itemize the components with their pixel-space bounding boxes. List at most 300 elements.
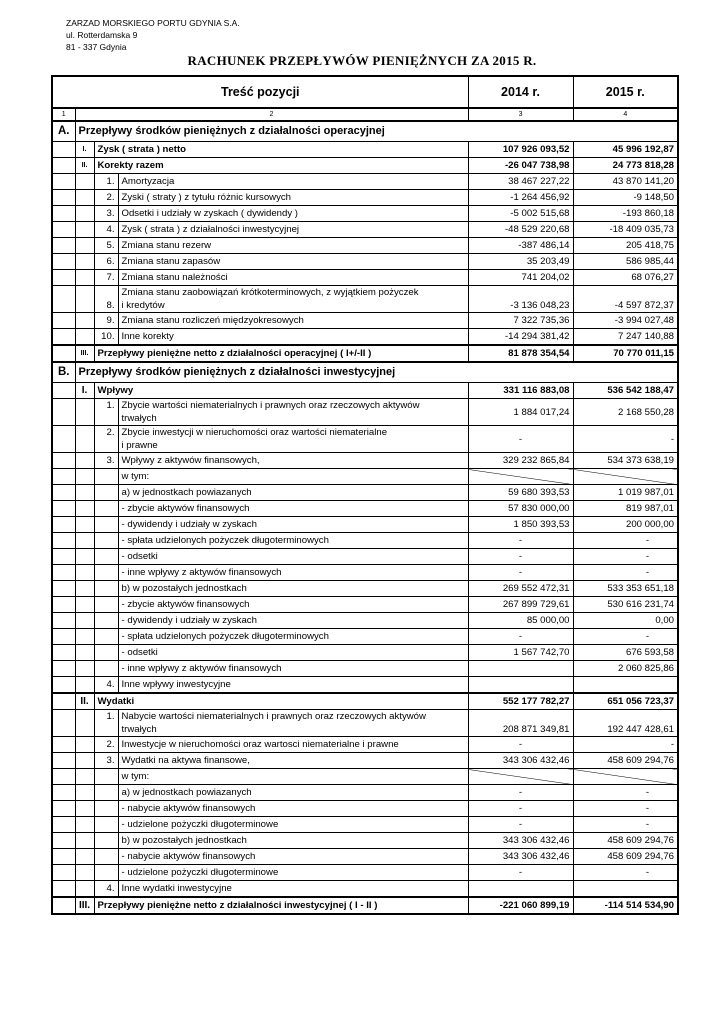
table-row [52, 469, 678, 485]
table-row [52, 817, 678, 833]
value-2014: 267 899 729,61 [468, 597, 573, 613]
indent-cell [52, 469, 75, 485]
indent-cell [52, 549, 75, 565]
row-label: - dywidendy i udziały w zyskach [118, 613, 468, 629]
indent-cell [52, 254, 75, 270]
value-2015: 819 987,01 [573, 501, 678, 517]
indent-cell [75, 174, 94, 190]
table-row [52, 158, 678, 174]
row-label [118, 399, 468, 426]
indent-cell [75, 190, 94, 206]
indent-cell [75, 485, 94, 501]
indent-cell [52, 693, 75, 710]
row-label: Amortyzacja [118, 174, 468, 190]
value-2015: - [573, 549, 678, 565]
header-year-2015: 2015 r. [573, 76, 678, 108]
indent-cell [75, 549, 94, 565]
indent-cell [52, 222, 75, 238]
indent-cell [75, 270, 94, 286]
indent-cell [52, 313, 75, 329]
company-street: ul. Rotterdamska 9 [66, 30, 138, 40]
value-2014: 343 306 432,46 [468, 753, 573, 769]
table-row [52, 629, 678, 645]
indent-cell [52, 710, 75, 737]
indent-cell [52, 581, 75, 597]
value-2015: 458 609 294,76 [573, 833, 678, 849]
value-2014: 57 830 000,00 [468, 501, 573, 517]
indent-cell [75, 833, 94, 849]
value-2014: -3 136 048,23 [468, 286, 573, 313]
row-label: Zmiana stanu należności [118, 270, 468, 286]
row-label: b) w pozostałych jednostkach [118, 581, 468, 597]
roman-numeral: II. [75, 158, 94, 174]
indent-cell [52, 881, 75, 898]
indent-cell [52, 661, 75, 677]
header-row [52, 76, 678, 108]
indent-cell [94, 849, 118, 865]
roman-numeral: I. [75, 142, 94, 158]
indent-cell [52, 737, 75, 753]
value-2014: - [468, 785, 573, 801]
row-label: - udzielone pożyczki długoterminowe [118, 817, 468, 833]
row-label: Zyski ( straty ) z tytułu różnic kursowych [118, 190, 468, 206]
roman-numeral: III. [75, 897, 94, 914]
table-row [52, 501, 678, 517]
indent-cell [52, 833, 75, 849]
table-row [52, 645, 678, 661]
table-row [52, 190, 678, 206]
value-2014: - [468, 565, 573, 581]
row-label-line2: i kredytów [121, 300, 165, 311]
row-label: a) w jednostkach powiazanych [118, 485, 468, 501]
indent-cell [75, 737, 94, 753]
row-label-line2: i prawne [121, 440, 158, 451]
indent-cell [75, 801, 94, 817]
value-2014: - [468, 801, 573, 817]
indent-cell [75, 469, 94, 485]
row-label-line1: Zmiana stanu zaobowiązań krótkoterminowych, z wyjątkiem pożyczek [121, 287, 419, 298]
indent-cell [75, 501, 94, 517]
indent-cell [52, 270, 75, 286]
row-label: Odsetki i udziały w zyskach ( dywidendy ) [118, 206, 468, 222]
value-2015: - [573, 565, 678, 581]
value-2015: -9 148,50 [573, 190, 678, 206]
value-2014: 269 552 472,31 [468, 581, 573, 597]
item-number: 9. [94, 313, 118, 329]
table-row [52, 453, 678, 469]
row-label: Wpływy z aktywów finansowych, [118, 453, 468, 469]
item-number: 4. [94, 677, 118, 694]
indent-cell [52, 613, 75, 629]
item-number: 3. [94, 753, 118, 769]
indent-cell [75, 313, 94, 329]
cash-flow-table [51, 75, 679, 915]
value-2015: - [573, 533, 678, 549]
row-label: Zysk ( strata ) netto [94, 142, 468, 158]
value-2014: -1 264 456,92 [468, 190, 573, 206]
value-2015: - [573, 785, 678, 801]
row-label: - nabycie aktywów finansowych [118, 849, 468, 865]
row-label: w tym: [118, 469, 468, 485]
section-title: Przepływy środków pieniężnych z działalności operacyjnej [75, 121, 678, 142]
indent-cell [75, 849, 94, 865]
section-b-header [52, 362, 678, 383]
roman-numeral: I. [75, 383, 94, 399]
value-2014: -221 060 899,19 [468, 897, 573, 914]
table-row [52, 613, 678, 629]
row-label: Wydatki [94, 693, 468, 710]
indent-cell [52, 753, 75, 769]
value-2015: 586 985,44 [573, 254, 678, 270]
value-2015: 530 616 231,74 [573, 597, 678, 613]
table-row [52, 383, 678, 399]
row-label: b) w pozostałych jednostkach [118, 833, 468, 849]
row-label: Zmiana stanu rozliczeń międzyokresowych [118, 313, 468, 329]
table-row [52, 485, 678, 501]
table-row [52, 833, 678, 849]
table-row [52, 533, 678, 549]
value-2014: - [468, 817, 573, 833]
indent-cell [52, 238, 75, 254]
indent-cell [75, 206, 94, 222]
company-city: 81 - 337 Gdynia [66, 42, 127, 52]
indent-cell [75, 329, 94, 346]
value-2014: 1 850 393,53 [468, 517, 573, 533]
value-2015: 205 418,75 [573, 238, 678, 254]
row-label-line2: trwałych [121, 724, 157, 735]
indent-cell [75, 769, 94, 785]
value-2015: - [573, 865, 678, 881]
indent-cell [52, 629, 75, 645]
value-2014: 343 306 432,46 [468, 849, 573, 865]
indent-cell [52, 677, 75, 694]
item-number: 4. [94, 881, 118, 898]
value-2014: 107 926 093,52 [468, 142, 573, 158]
value-2014: 7 322 735,36 [468, 313, 573, 329]
row-label: - inne wpływy z aktywów finansowych [118, 565, 468, 581]
value-2015: 651 056 723,37 [573, 693, 678, 710]
indent-cell [75, 222, 94, 238]
value-2014: - [468, 549, 573, 565]
row-label: - spłata udzielonych pożyczek długoterminowych [118, 533, 468, 549]
item-number: 1. [94, 174, 118, 190]
value-2014: - [468, 426, 573, 453]
indent-cell [94, 501, 118, 517]
indent-cell [94, 517, 118, 533]
indent-cell [94, 785, 118, 801]
table-row [52, 238, 678, 254]
row-label: - spłata udzielonych pożyczek długoterminowych [118, 629, 468, 645]
item-number: 7. [94, 270, 118, 286]
indent-cell [52, 329, 75, 346]
item-number: 3. [94, 206, 118, 222]
indent-cell [94, 597, 118, 613]
table-row [52, 313, 678, 329]
indent-cell [94, 817, 118, 833]
indent-cell [52, 426, 75, 453]
indent-cell [94, 581, 118, 597]
value-2014: 331 116 883,08 [468, 383, 573, 399]
table-row [52, 270, 678, 286]
item-number: 2. [94, 190, 118, 206]
value-2014: - [468, 865, 573, 881]
row-label: - inne wpływy z aktywów finansowych [118, 661, 468, 677]
indent-cell [75, 865, 94, 881]
table-row [52, 345, 678, 362]
indent-cell [94, 549, 118, 565]
indent-cell [75, 597, 94, 613]
indent-cell [52, 817, 75, 833]
row-label: Inne wpływy inwestycyjne [118, 677, 468, 694]
item-number: 5. [94, 238, 118, 254]
row-label: - zbycie aktywów finansowych [118, 501, 468, 517]
indent-cell [75, 629, 94, 645]
indent-cell [75, 426, 94, 453]
table-row [52, 254, 678, 270]
value-2015: -4 597 872,37 [573, 286, 678, 313]
indent-cell [52, 174, 75, 190]
indent-cell [75, 710, 94, 737]
row-label: - odsetki [118, 549, 468, 565]
indent-cell [75, 453, 94, 469]
value-2014: 741 204,02 [468, 270, 573, 286]
value-2014: 81 878 354,54 [468, 345, 573, 362]
indent-cell [52, 769, 75, 785]
table-row [52, 565, 678, 581]
indent-cell [75, 238, 94, 254]
table-row [52, 677, 678, 694]
table-row [52, 881, 678, 898]
indent-cell [52, 785, 75, 801]
indent-cell [94, 629, 118, 645]
indent-cell [75, 661, 94, 677]
indent-cell [75, 677, 94, 694]
indent-cell [52, 399, 75, 426]
row-label: w tym: [118, 769, 468, 785]
table-row [52, 549, 678, 565]
indent-cell [75, 254, 94, 270]
indent-cell [52, 383, 75, 399]
indent-cell [52, 206, 75, 222]
section-letter: A. [52, 121, 75, 142]
table-row [52, 597, 678, 613]
table-row [52, 517, 678, 533]
indent-cell [94, 661, 118, 677]
row-label: Zmiana stanu rezerw [118, 238, 468, 254]
column-number-row [52, 108, 678, 121]
table-row [52, 426, 678, 453]
table-row [52, 865, 678, 881]
value-2014: 1 567 742,70 [468, 645, 573, 661]
table-row [52, 222, 678, 238]
indent-cell [75, 753, 94, 769]
header-year-2014: 2014 r. [468, 76, 573, 108]
indent-cell [52, 565, 75, 581]
indent-cell [75, 785, 94, 801]
row-label [118, 426, 468, 453]
indent-cell [52, 345, 75, 362]
indent-cell [94, 769, 118, 785]
column-number-3: 3 [468, 108, 573, 121]
indent-cell [94, 801, 118, 817]
crossed-cell [573, 469, 678, 485]
value-2015: 2 168 550,28 [573, 399, 678, 426]
crossed-cell [468, 769, 573, 785]
value-2014: 329 232 865,84 [468, 453, 573, 469]
item-number: 6. [94, 254, 118, 270]
value-2015: -18 409 035,73 [573, 222, 678, 238]
company-address [66, 17, 240, 53]
roman-numeral: II. [75, 693, 94, 710]
table-row [52, 753, 678, 769]
table-row [52, 769, 678, 785]
value-2014 [468, 677, 573, 694]
table-row [52, 581, 678, 597]
indent-cell [52, 849, 75, 865]
value-2015: 533 353 651,18 [573, 581, 678, 597]
value-2015: 192 447 428,61 [573, 710, 678, 737]
indent-cell [52, 597, 75, 613]
row-label: Inwestycje w nieruchomości oraz wartosci niematerialne i prawne [118, 737, 468, 753]
value-2015 [573, 881, 678, 898]
indent-cell [75, 881, 94, 898]
item-number: 10. [94, 329, 118, 346]
indent-cell [52, 645, 75, 661]
table-row [52, 399, 678, 426]
crossed-cell [468, 469, 573, 485]
value-2015: 458 609 294,76 [573, 849, 678, 865]
value-2015: - [573, 737, 678, 753]
crossed-cell [573, 769, 678, 785]
table-row [52, 785, 678, 801]
value-2015: 2 060 825,86 [573, 661, 678, 677]
indent-cell [75, 645, 94, 661]
value-2014: -387 486,14 [468, 238, 573, 254]
indent-cell [52, 453, 75, 469]
indent-cell [75, 533, 94, 549]
value-2015: 536 542 188,47 [573, 383, 678, 399]
value-2014: -14 294 381,42 [468, 329, 573, 346]
table-row [52, 710, 678, 737]
row-label-line2: trwałych [121, 413, 157, 424]
row-label: - dywidendy i udziały w zyskach [118, 517, 468, 533]
table-row [52, 174, 678, 190]
indent-cell [75, 286, 94, 313]
row-label: Korekty razem [94, 158, 468, 174]
item-number: 1. [94, 710, 118, 737]
value-2014: 59 680 393,53 [468, 485, 573, 501]
row-label-line1: Nabycie wartości niematerialnych i prawnych oraz rzeczowych aktywów [121, 711, 426, 722]
table-row [52, 286, 678, 313]
value-2015: 200 000,00 [573, 517, 678, 533]
indent-cell [52, 801, 75, 817]
item-number: 2. [94, 737, 118, 753]
row-label: - zbycie aktywów finansowych [118, 597, 468, 613]
indent-cell [94, 533, 118, 549]
indent-cell [75, 817, 94, 833]
row-label [118, 286, 468, 313]
row-label: Przepływy pieniężne netto z działalności operacyjnej ( I+/-II ) [94, 345, 468, 362]
indent-cell [52, 533, 75, 549]
indent-cell [52, 142, 75, 158]
indent-cell [52, 865, 75, 881]
row-label: - udzielone pożyczki długoterminowe [118, 865, 468, 881]
section-letter: B. [52, 362, 75, 383]
value-2015 [573, 677, 678, 694]
value-2015: -114 514 534,90 [573, 897, 678, 914]
value-2015: 676 593,58 [573, 645, 678, 661]
row-label: Wpływy [94, 383, 468, 399]
indent-cell [75, 581, 94, 597]
value-2014: 35 203,49 [468, 254, 573, 270]
value-2015: - [573, 629, 678, 645]
row-label: Zmiana stanu zapasów [118, 254, 468, 270]
row-label: - odsetki [118, 645, 468, 661]
indent-cell [94, 865, 118, 881]
indent-cell [75, 613, 94, 629]
row-label-line1: Zbycie inwestycji w nieruchomości oraz wartości niematerialne [121, 427, 388, 438]
indent-cell [75, 565, 94, 581]
value-2014 [468, 661, 573, 677]
indent-cell [75, 399, 94, 426]
table-row [52, 801, 678, 817]
indent-cell [52, 190, 75, 206]
row-label: Wydatki na aktywa finansowe, [118, 753, 468, 769]
indent-cell [52, 517, 75, 533]
table-row [52, 737, 678, 753]
row-label: Inne wydatki inwestycyjne [118, 881, 468, 898]
column-number-4: 4 [573, 108, 678, 121]
indent-cell [75, 517, 94, 533]
indent-cell [52, 286, 75, 313]
value-2014: - [468, 737, 573, 753]
company-name: ZARZAD MORSKIEGO PORTU GDYNIA S.A. [66, 18, 240, 28]
value-2015: -3 994 027,48 [573, 313, 678, 329]
value-2014: -5 002 515,68 [468, 206, 573, 222]
item-number: 4. [94, 222, 118, 238]
row-label-line1: Zbycie wartości niematerialnych i prawnych oraz rzeczowych aktywów [121, 400, 420, 411]
row-label: Inne korekty [118, 329, 468, 346]
value-2014: 208 871 349,81 [468, 710, 573, 737]
value-2015: 7 247 140,88 [573, 329, 678, 346]
table-row [52, 661, 678, 677]
item-number: 2. [94, 426, 118, 453]
value-2014 [468, 881, 573, 898]
indent-cell [94, 469, 118, 485]
value-2015: 68 076,27 [573, 270, 678, 286]
indent-cell [52, 485, 75, 501]
indent-cell [94, 485, 118, 501]
table-row [52, 206, 678, 222]
value-2015: 1 019 987,01 [573, 485, 678, 501]
row-label: - nabycie aktywów finansowych [118, 801, 468, 817]
header-description: Treść pozycji [52, 76, 468, 108]
table-row [52, 329, 678, 346]
value-2014: - [468, 533, 573, 549]
column-number-1: 1 [52, 108, 75, 121]
value-2014: 38 467 227,22 [468, 174, 573, 190]
item-number: 1. [94, 399, 118, 426]
row-label [118, 710, 468, 737]
value-2015: - [573, 426, 678, 453]
table-row [52, 693, 678, 710]
value-2015: -193 860,18 [573, 206, 678, 222]
value-2014: - [468, 629, 573, 645]
table-row [52, 849, 678, 865]
table-body [52, 76, 678, 914]
roman-numeral: III. [75, 345, 94, 362]
row-label: Przepływy pieniężne netto z działalności inwestycyjnej ( I - II ) [94, 897, 468, 914]
